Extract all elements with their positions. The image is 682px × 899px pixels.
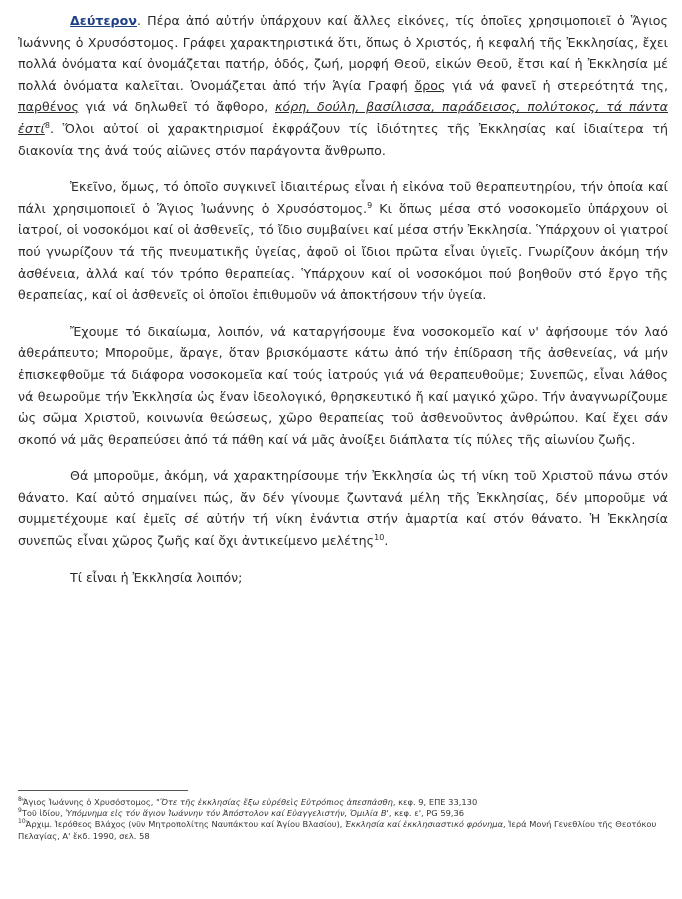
footnote-9 xyxy=(18,808,668,819)
footnote-ref-9: 9 xyxy=(367,200,373,210)
footnote-number: 8 xyxy=(18,796,22,804)
footnote-title: "Ὅτε τῆς ἐκκλησίας ἔξω εὑρέθεὶς Εὐτρόπιος ἀπεσπάσθη xyxy=(156,797,393,807)
underlined-term: παρθένος xyxy=(18,99,79,115)
footnotes xyxy=(18,797,668,842)
lead-word: Δεύτερον xyxy=(70,13,137,28)
footnote-ref-8: 8 xyxy=(44,120,50,130)
footnote-text: , κεφ. 9, ΕΠΕ 33,130 xyxy=(392,797,478,807)
paragraph-3 xyxy=(18,321,668,451)
text: Θά μποροῦμε, ἀκόμη, νά χαρακτηρίσουμε τήν Ἐκκλησία ὡς τή νίκη τοῦ Χριστοῦ πάνω στόν θάνατο. Καί αὐτό σημαίνει πώς, ἄν δέν γίνουμε ζωντανά μέλη τῆς Ἐκκλησίας, δέν μποροῦμε νά συμμετέχουμε καί ἐμεῖς σέ αὐτήν τή νίκη ἐνάντια στήν ἁμαρτία καί στόν θάνατο. Ἡ Ἐκκλησία συνεπῶς εἶναι χῶρος ζωῆς καί ὄχι ἀντικείμενο μελέτης xyxy=(18,468,668,549)
footnote-number: 10 xyxy=(18,818,26,826)
text: Κι ὅπως μέσα στό νοσοκομεῖο ὑπάρχουν οἱ ἰατροί, οἱ νοσοκόμοι καί οἱ ἀσθενεῖς, τό ἴδιο συμβαίνει καί μέσα στήν Ἐκκλησία. Ὑπάρχουν οἱ γιατροί πού γνωρίζουν τά τῆς πνευματικῆς ὑγείας, ἀφοῦ οἱ ἴδιοι πρῶτα εἶναι ὑγιεῖς. Γνωρίζουν ἀκόμη τήν ἀσθένεια, ἀλλά καί τόν τρόπο θεραπείας. Ὑπάρχουν καί οἱ νοσοκόμοι πού βοηθοῦν στό ἔργο τῆς θεραπείας, καί οἱ ἀσθενεῖς οἱ ὁποῖοι ἐπιθυμοῦν νά ἀποκτήσουν τήν ὑγεία. xyxy=(18,200,668,303)
footnote-text: Ἅγιος Ἰωάννης ὁ Χρυσόστομος, xyxy=(21,797,157,807)
underlined-italic-terms: κόρη, δούλη, βασίλισσα, παράδεισος, πολύτοκος, τά πάντα ἐστί xyxy=(18,99,668,136)
footnote-divider xyxy=(18,790,188,791)
footnote-title: Ὑπόμνημα εἰς τόν ἅγιον Ἰωάννην τόν Ἀπόστολον καί Εὐαγγελιστήν, Ὁμιλία Β' xyxy=(65,808,389,819)
footnote-8 xyxy=(18,797,668,808)
text: γιά νά φανεῖ ἡ στερεότητά της, xyxy=(445,77,668,93)
footnote-number: 9 xyxy=(18,807,22,815)
footnote-text: Τοῦ ἰδίου, xyxy=(21,808,66,819)
text: . Ὅλοι αὐτοί οἱ χαρακτηρισμοί ἐκφράζουν τίς ἰδιότητες τῆς Ἐκκλησίας καί ἰδιαίτερα τή διακονία της ἀνά τούς αἰῶνες στόν παράγοντα ἄνθρωπο. xyxy=(18,120,668,158)
footnote-text: , κεφ. ε', PG 59,36 xyxy=(388,808,465,819)
paragraph-2 xyxy=(18,176,668,306)
text: Ἐκεῖνο, ὅμως, τό ὁποῖο συγκινεῖ ἰδιαιτέρως εἶναι ἡ εἰκόνα τοῦ θεραπευτηρίου, τήν ὁποία καί πάλι χρησιμοποιεῖ ὁ Ἅγιος Ἰωάννης ὁ Χρυσόστομος. xyxy=(18,179,668,216)
paragraph-4 xyxy=(18,465,668,551)
text: . Πέρα ἀπό αὐτήν ὑπάρχουν καί ἄλλες εἰκόνες, τίς ὁποῖες χρησιμοποιεῖ ὁ Ἅγιος Ἰωάννης ὁ Χρυσόστομος. Γράφει χαρακτηριστικά ὅτι, ὅπως ὁ Χριστός, ἡ κεφαλή τῆς Ἐκκλησίας, ἔχει πολλά ὀνόματα καί ὀνομάζεται πατήρ, ὁδός, ζωή, μορφή Θεοῦ, εἰκών Θεοῦ, ἔτσι καί ἡ Ἐκκλησία μέ πολλά ὀνόματα καλεῖται. Ὀνομάζεται ἀπό τήν Ἁγία Γραφή xyxy=(18,13,668,93)
footnote-ref-10: 10 xyxy=(374,532,385,542)
footnote-text: Ἀρχιμ. Ἱερόθεος Βλάχος (νῦν Μητροπολίτης Ναυπάκτου καί Ἁγίου Βλασίου), xyxy=(25,819,346,830)
text: γιά νά δηλωθεῖ τό ἄφθορο, xyxy=(78,99,275,115)
closing-question: Τί εἶναι ἡ Ἐκκλησία λοιπόν; xyxy=(70,569,243,585)
footnote-text: , Ἱερά Μονή Γενεθλίου τῆς Θεοτόκου Πελαγίας, Α' ἔκδ. 1990, σελ. 58 xyxy=(18,819,657,841)
footnote-10 xyxy=(18,819,668,841)
text: Ἔχουμε τό δικαίωμα, λοιπόν, νά καταργήσουμε ἕνα νοσοκομεῖο καί ν' ἀφήσουμε τόν λαό ἀθεράπευτο; Μποροῦμε, ἄραγε, ὅταν βρισκόμαστε κάτω ἀπό τήν ἐπίδραση τῆς ἀσθενείας, νά μήν ἐπισκεφθοῦμε τά διάφορα νοσοκομεῖα καί τούς ἰατρούς γιά νά θεραπευθοῦμε; Συνεπῶς, εἶναι λάθος νά θεωροῦμε τήν Ἐκκλησία ὡς ἕναν ἰδεολογικό, θρησκευτικό ἤ καί μαγικό χῶρο. Τήν ἀναγνωρίζουμε ὡς σῶμα Χριστοῦ, κοινωνία θεώσεως, χῶρο θεραπείας τοῦ ἀσθενοῦντος ἀνθρώπου. Καί ἔχει σάν σκοπό νά μᾶς θεραπεύσει ἀπό τά πάθη καί νά μᾶς ἀνοίξει διάπλατα τίς πύλες τῆς αἰωνίου ζωῆς. xyxy=(18,323,668,447)
underlined-term: ὄρος xyxy=(414,77,446,93)
paragraph-1 xyxy=(18,10,668,161)
text: . xyxy=(384,533,389,549)
footnote-title: Ἐκκλησία καί ἐκκλησιαστικό φρόνημα xyxy=(345,819,504,830)
